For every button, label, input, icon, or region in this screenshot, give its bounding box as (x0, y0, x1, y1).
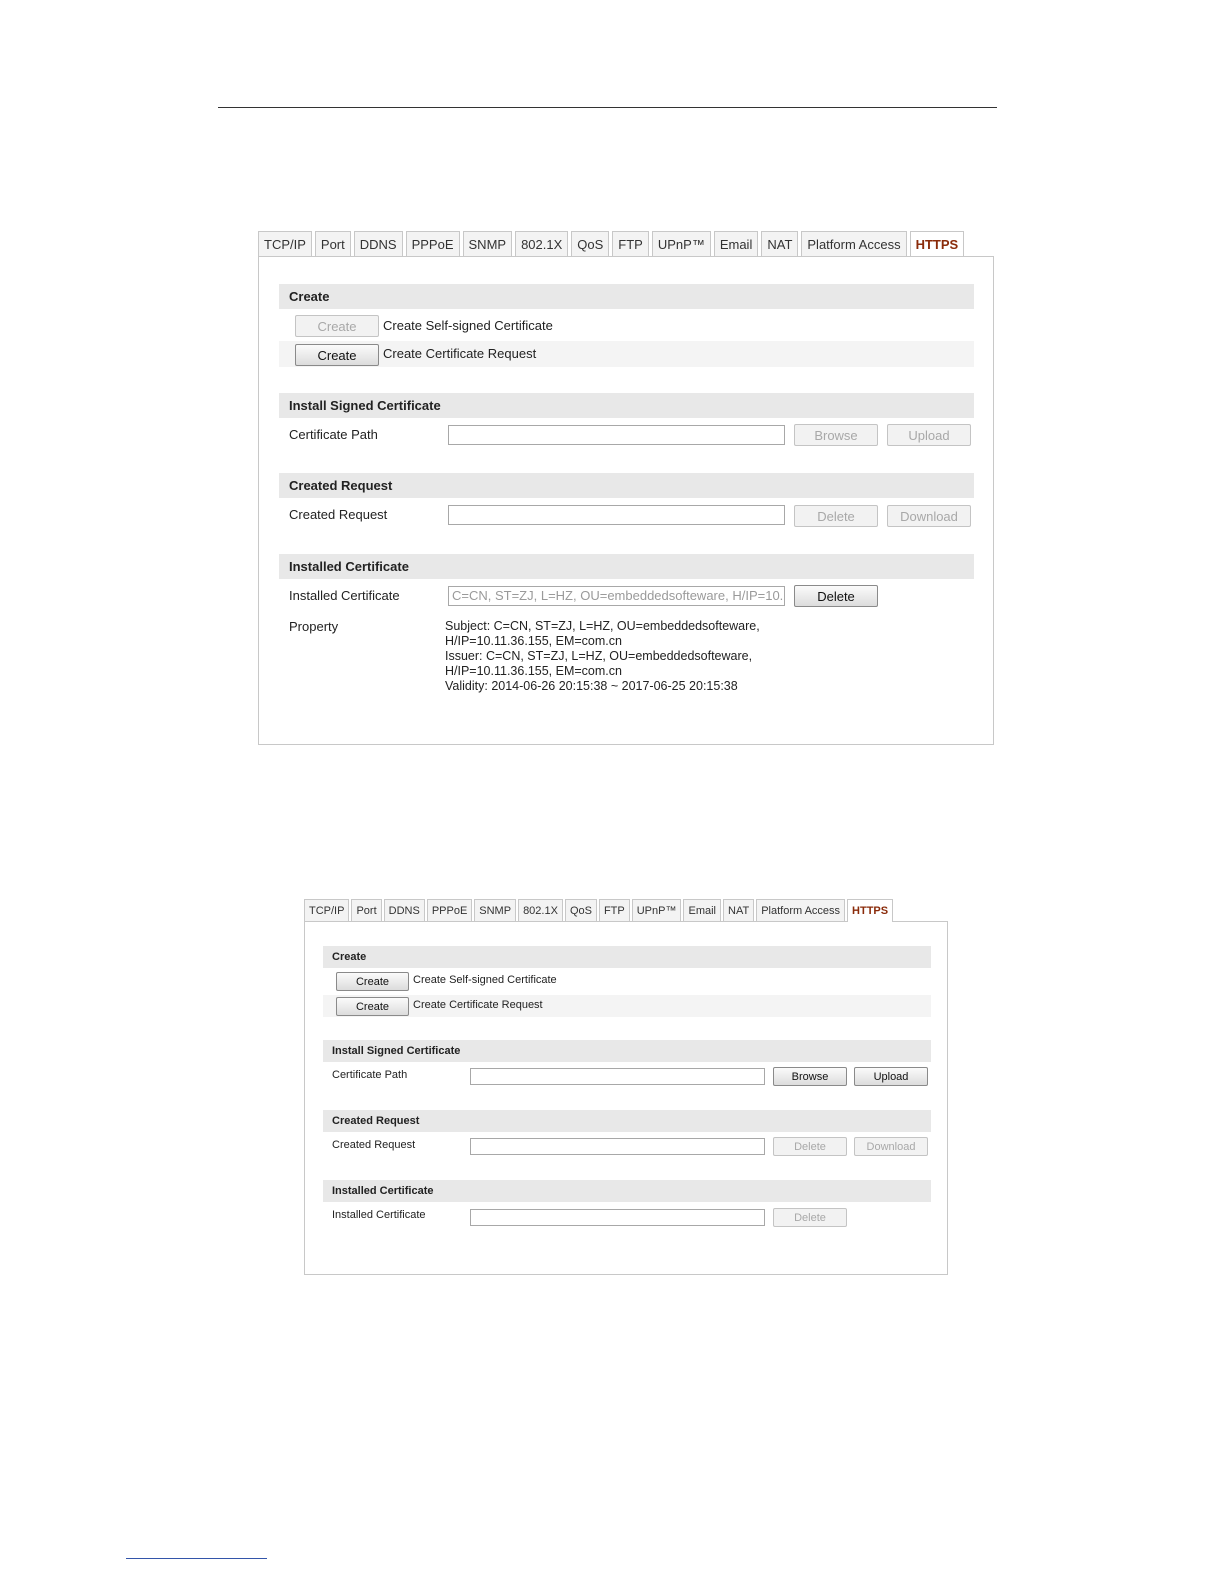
section-header-create: Create (279, 284, 974, 309)
settings-box (258, 256, 994, 745)
upload-button[interactable]: Upload (854, 1067, 928, 1086)
delete-certificate-button[interactable]: Delete (773, 1208, 847, 1227)
installed-certificate-label: Installed Certificate (289, 588, 400, 603)
certificate-property (445, 619, 760, 694)
tab-https[interactable]: HTTPS (910, 231, 965, 256)
tab-qos[interactable]: QoS (571, 231, 609, 256)
property-line: Validity: 2014-06-26 20:15:38 ~ 2017-06-25 20:15:38 (445, 679, 738, 693)
tab-https[interactable]: HTTPS (847, 899, 893, 922)
section-header-installed: Installed Certificate (323, 1180, 931, 1202)
created-request-label: Created Request (289, 507, 388, 522)
tab-snmp[interactable]: SNMP (463, 231, 513, 256)
tab-nat[interactable]: NAT (723, 899, 754, 922)
create-certificate-request-button[interactable]: Create (336, 997, 409, 1016)
download-request-button[interactable]: Download (887, 505, 971, 527)
https-settings-panel-1 (258, 231, 994, 745)
tab-platform-access[interactable]: Platform Access (801, 231, 906, 256)
tab-qos[interactable]: QoS (565, 899, 597, 922)
create-self-signed-label: Create Self-signed Certificate (413, 974, 557, 986)
created-request-input[interactable] (448, 505, 785, 525)
tab-ddns[interactable]: DDNS (384, 899, 425, 922)
tab-ftp[interactable]: FTP (599, 899, 630, 922)
tab-port[interactable]: Port (351, 899, 381, 922)
browse-button[interactable]: Browse (794, 424, 878, 446)
certificate-path-input[interactable] (448, 425, 785, 445)
create-self-signed-label: Create Self-signed Certificate (383, 318, 553, 333)
tab-port[interactable]: Port (315, 231, 351, 256)
certificate-path-label: Certificate Path (289, 427, 378, 442)
footer-link-underline (126, 1558, 267, 1559)
tab-tcpip[interactable]: TCP/IP (258, 231, 312, 256)
created-request-input[interactable] (470, 1138, 765, 1155)
tab-nat[interactable]: NAT (761, 231, 798, 256)
section-header-created-request: Created Request (279, 473, 974, 498)
tab-upnp[interactable]: UPnP™ (632, 899, 682, 922)
browse-button[interactable]: Browse (773, 1067, 847, 1086)
certificate-path-input[interactable] (470, 1068, 765, 1085)
network-tab-bar (304, 899, 895, 922)
section-header-created-request: Created Request (323, 1110, 931, 1132)
tab-pppoe[interactable]: PPPoE (406, 231, 460, 256)
section-header-install: Install Signed Certificate (279, 393, 974, 418)
settings-box (304, 921, 948, 1275)
section-header-installed: Installed Certificate (279, 554, 974, 579)
installed-certificate-input[interactable] (470, 1209, 765, 1226)
create-self-signed-button[interactable]: Create (295, 315, 379, 337)
installed-certificate-label: Installed Certificate (332, 1209, 426, 1221)
tab-email[interactable]: Email (683, 899, 721, 922)
tab-tcpip[interactable]: TCP/IP (304, 899, 349, 922)
create-certificate-request-label: Create Certificate Request (413, 999, 543, 1011)
tab-platform-access[interactable]: Platform Access (756, 899, 845, 922)
tab-8021x[interactable]: 802.1X (515, 231, 568, 256)
network-tab-bar (258, 231, 967, 256)
delete-certificate-button[interactable]: Delete (794, 585, 878, 607)
property-line: Issuer: C=CN, ST=ZJ, L=HZ, OU=embeddedsofteware, (445, 649, 753, 663)
section-header-create: Create (323, 946, 931, 968)
delete-request-button[interactable]: Delete (794, 505, 878, 527)
tab-ftp[interactable]: FTP (612, 231, 649, 256)
create-certificate-request-label: Create Certificate Request (383, 346, 537, 361)
delete-request-button[interactable]: Delete (773, 1137, 847, 1156)
tab-8021x[interactable]: 802.1X (518, 899, 563, 922)
created-request-label: Created Request (332, 1139, 416, 1151)
section-header-install: Install Signed Certificate (323, 1040, 931, 1062)
installed-certificate-input[interactable]: C=CN, ST=ZJ, L=HZ, OU=embeddedsofteware, H/IP=10. (448, 586, 785, 606)
property-label: Property (289, 619, 339, 634)
create-self-signed-button[interactable]: Create (336, 972, 409, 991)
property-line: H/IP=10.11.36.155, EM=com.cn (445, 664, 622, 678)
tab-snmp[interactable]: SNMP (474, 899, 516, 922)
property-line: H/IP=10.11.36.155, EM=com.cn (445, 634, 622, 648)
property-line: Subject: C=CN, ST=ZJ, L=HZ, OU=embeddedsofteware, (445, 619, 760, 633)
certificate-path-label: Certificate Path (332, 1069, 408, 1081)
header-rule (218, 107, 997, 108)
tab-upnp[interactable]: UPnP™ (652, 231, 711, 256)
tab-ddns[interactable]: DDNS (354, 231, 403, 256)
download-request-button[interactable]: Download (854, 1137, 928, 1156)
https-settings-panel-2 (304, 899, 948, 1275)
create-certificate-request-button[interactable]: Create (295, 344, 379, 366)
upload-button[interactable]: Upload (887, 424, 971, 446)
tab-pppoe[interactable]: PPPoE (427, 899, 472, 922)
tab-email[interactable]: Email (714, 231, 759, 256)
